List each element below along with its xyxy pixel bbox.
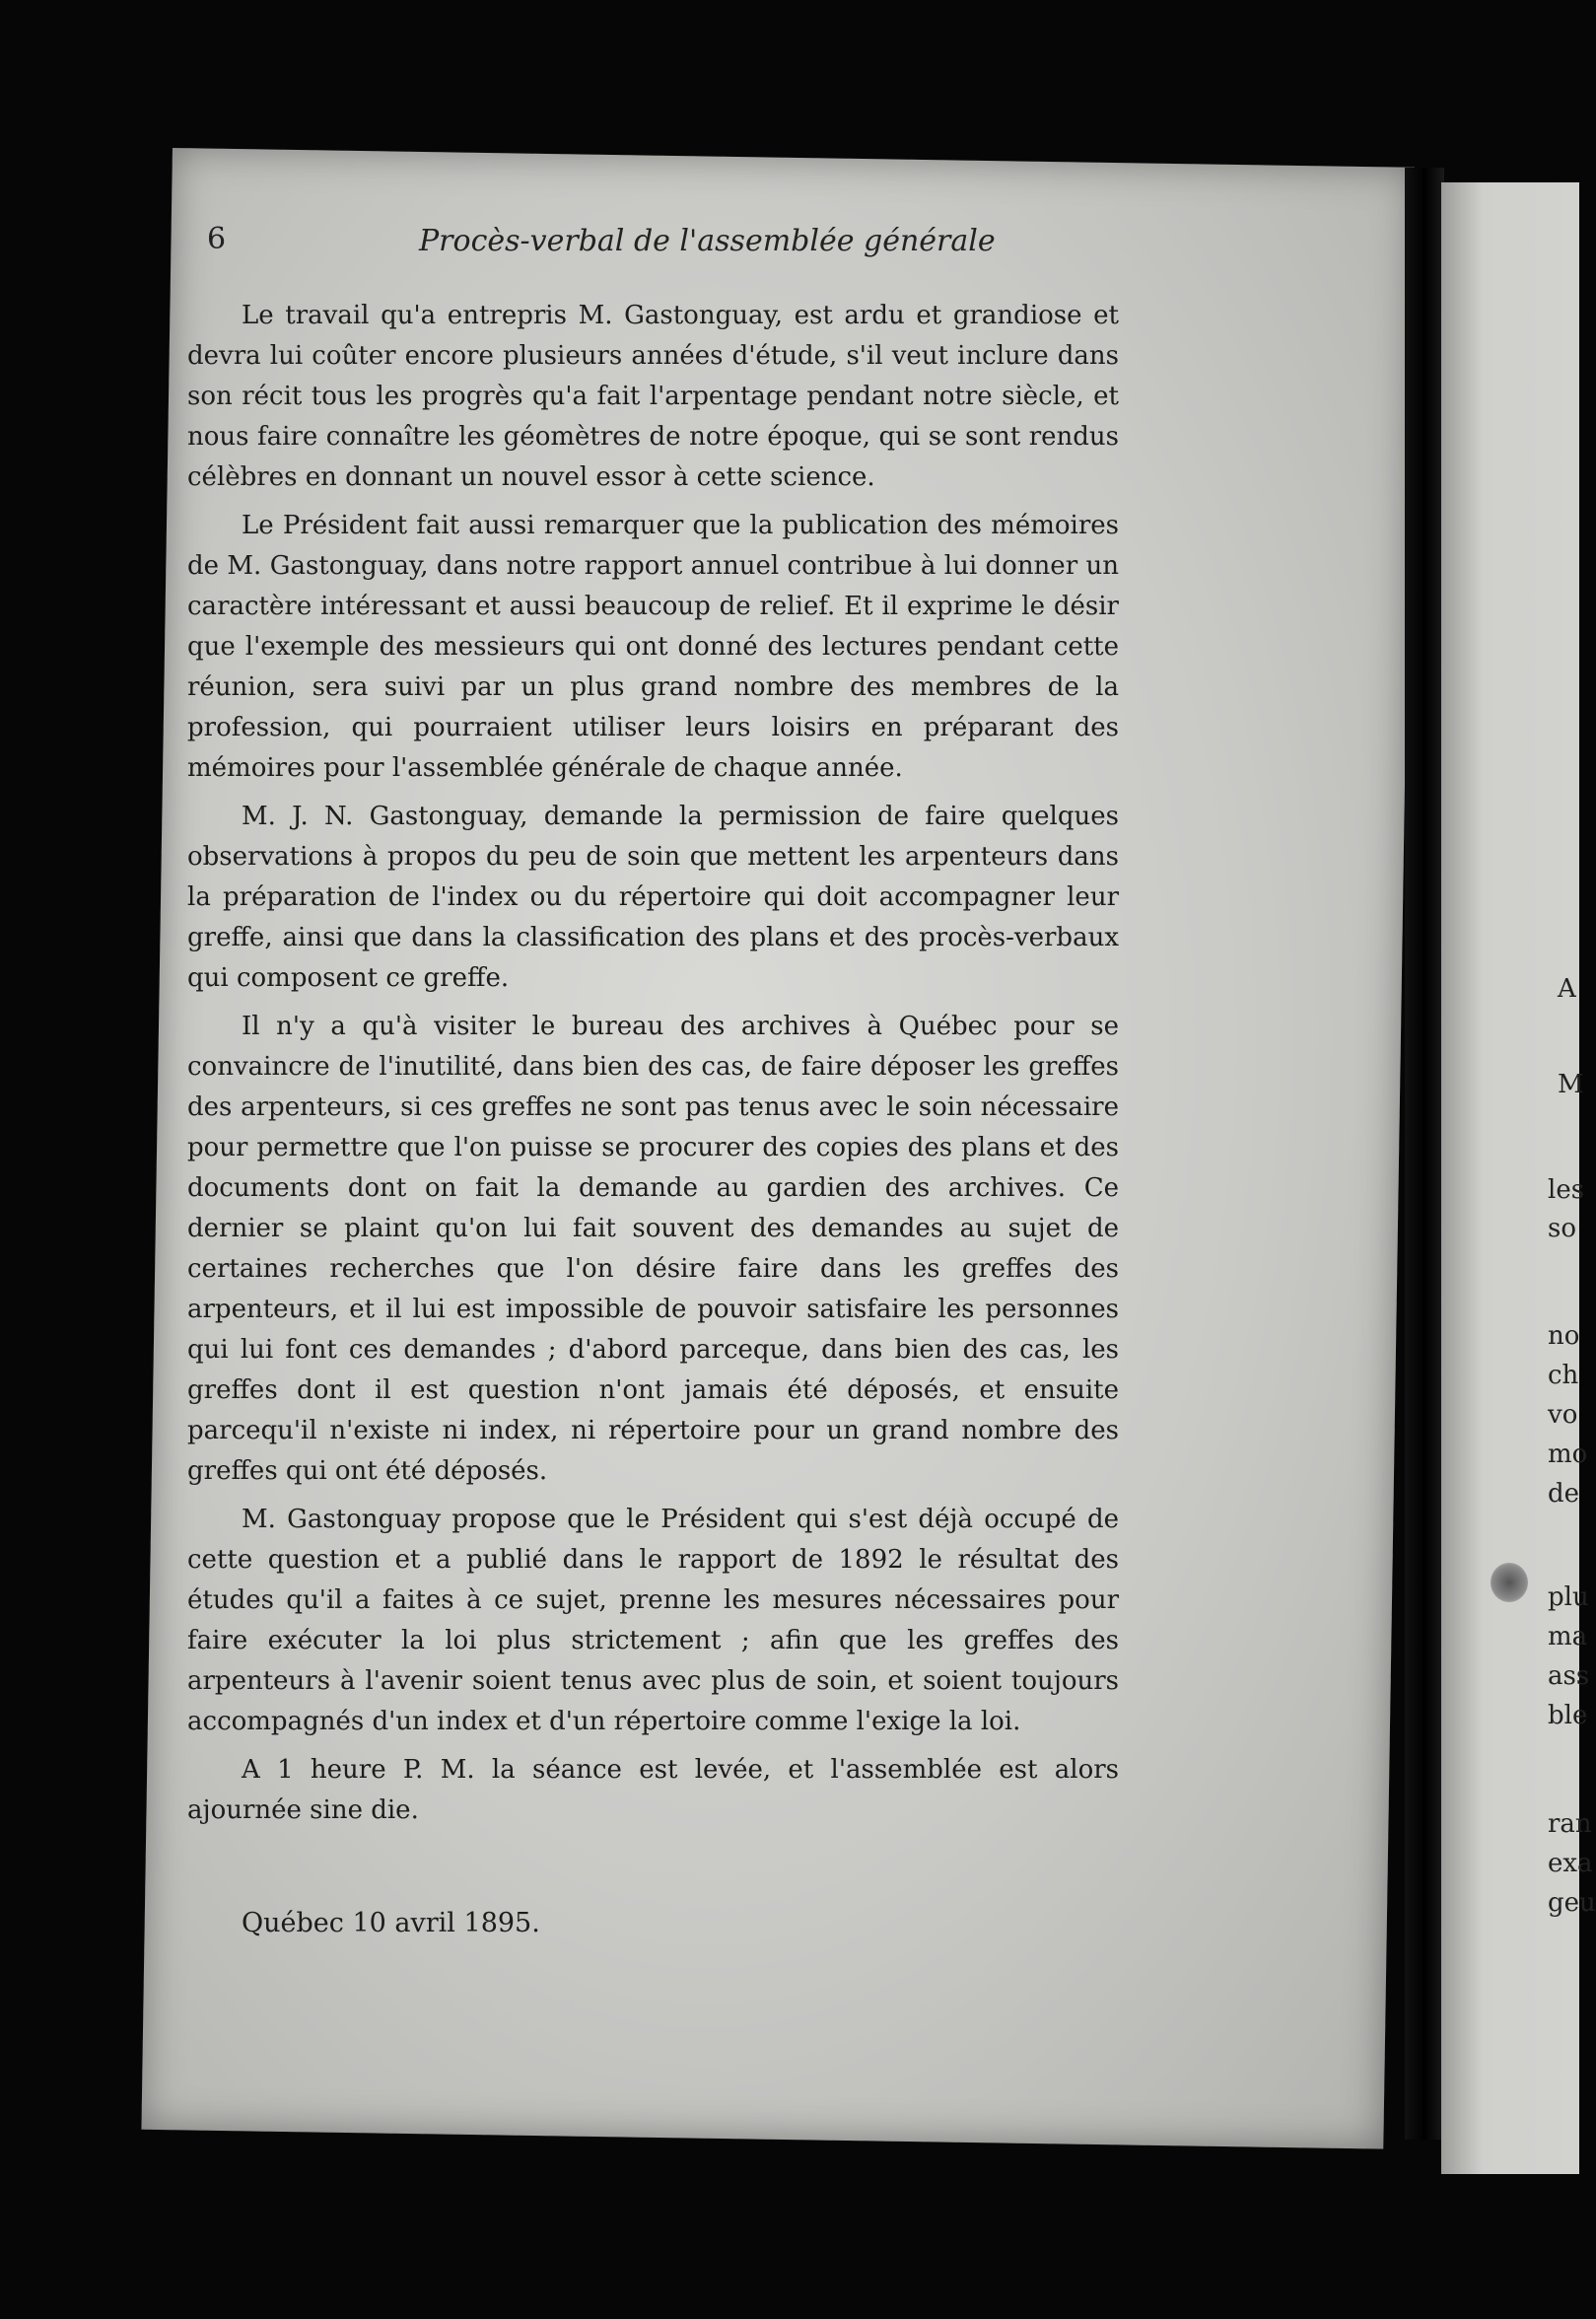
paragraph: Le travail qu'a entrepris M. Gastonguay, est ardu et grandiose et devra lui coûter encore plusieurs années d'étude, s'il veut inclure dans son récit tous les progrès qu'a fait l'arpentage pendant notre siècle, et nous faire connaître les géomètres de notre époque, qui se sont rendus célèbres en donnant un nouvel essor à cette science. — [187, 301, 1119, 492]
fragment: no — [1548, 1321, 1580, 1351]
page-header — [207, 222, 1094, 281]
ink-smudge — [1491, 1563, 1528, 1602]
paragraph: A 1 heure P. M. la séance est levée, et l'assemblée est alors ajournée sine die. — [187, 1755, 1119, 1825]
book-gutter — [1405, 168, 1444, 2140]
closing-date: Québec 10 avril 1895. — [242, 1908, 540, 1938]
right-page-edge — [1441, 182, 1596, 2174]
fragment: mo — [1548, 1440, 1588, 1469]
fragment: les — [1548, 1175, 1585, 1205]
fragment: M — [1558, 1070, 1584, 1099]
running-head: Procès-verbal de l'assemblée générale — [419, 224, 996, 258]
paragraph: Il n'y a qu'à visiter le bureau des archives à Québec pour se convaincre de l'inutilité, dans bien des cas, de faire déposer les greffes des arpenteurs, si ces greffes ne sont pas tenus avec le soin nécessaire pour permettre que l'on puisse se procurer des copies des plans et des documents dont on fait la demande au gardien des archives. Ce dernier se plaint qu'on lui fait souvent des demandes au sujet de certaines recherches que l'on désire faire dans les greffes des arpenteurs, et il lui est impossible de pouvoir satisfaire les personnes qui lui font ces demandes ; d'abord parceque, dans bien des cas, les greffes dont il est question n'ont jamais été déposés, et ensuite parcequ'il n'existe ni index, ni répertoire pour un grand nombre des greffes qui ont été déposés. — [187, 1012, 1119, 1486]
fragment: ran — [1548, 1809, 1592, 1839]
right-page-fragments — [1441, 182, 1596, 2174]
fragment: so — [1548, 1214, 1576, 1243]
fragment: ble — [1548, 1701, 1588, 1730]
fragment: ch — [1548, 1361, 1579, 1390]
paragraph: Le Président fait aussi remarquer que la publication des mémoires de M. Gastonguay, dans notre rapport annuel contribue à lui donner un caractère intéressant et aussi beaucoup de relief. Et il exprime le désir que l'exemple des messieurs qui ont donné des lectures pendant cette réunion, sera suivi par un plus grand nombre des membres de la profession, qui pourraient utiliser leurs loisirs en préparant des mémoires pour l'assemblée générale de chaque année. — [187, 511, 1119, 783]
fragment: ma — [1548, 1622, 1588, 1651]
fragment: plu — [1548, 1582, 1589, 1612]
fragment: A — [1558, 974, 1576, 1004]
fragment: vo — [1548, 1400, 1578, 1430]
fragment: de — [1548, 1479, 1580, 1509]
fragment: ass — [1548, 1661, 1590, 1691]
paragraph: M. Gastonguay propose que le Président qui s'est déjà occupé de cette question et a publié dans le rapport de 1892 le résultat des études qu'il a faites à ce sujet, prenne les mesures nécessaires pour faire exécuter la loi plus strictement ; afin que les greffes des arpenteurs à l'avenir soient tenus avec plus de soin, et soient toujours accompagnés d'un index et d'un répertoire comme l'exige la loi. — [187, 1505, 1119, 1736]
fragment: exa — [1548, 1849, 1593, 1878]
paragraph: M. J. N. Gastonguay, demande la permission de faire quelques observations à propos du peu de soin que mettent les arpenteurs dans la préparation de l'index ou du répertoire qui doit accompagner leur greffe, ainsi que dans la classification des plans et des procès-verbaux qui composent ce greffe. — [187, 802, 1119, 993]
body-text — [187, 296, 1119, 1839]
page-number: 6 — [207, 222, 227, 256]
fragment: geu — [1548, 1888, 1596, 1918]
